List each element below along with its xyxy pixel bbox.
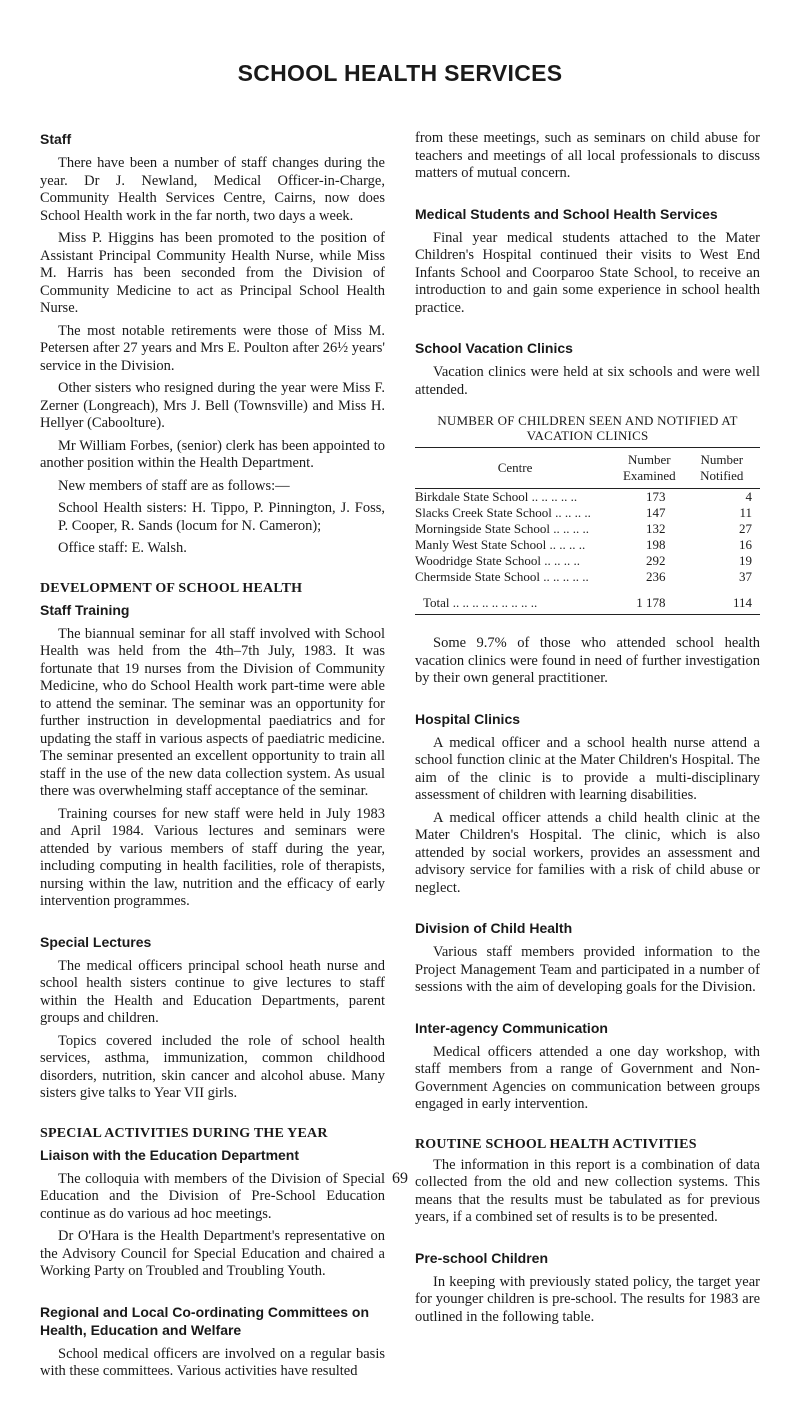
table-total-row — [415, 585, 760, 615]
right-column — [415, 130, 760, 1348]
heading-development: DEVELOPMENT OF SCHOOL HEALTH — [40, 580, 303, 596]
section-staff — [40, 130, 385, 558]
notified-cell: 27 — [739, 521, 752, 536]
section-activities — [40, 1125, 385, 1281]
total-notified: 114 — [732, 595, 752, 610]
vacation-clinics-table — [415, 447, 760, 615]
section-hospital-clinics — [415, 710, 760, 898]
paragraph: A medical officer and a school health nurse attend a school function clinic at the Mater Children's Hospital. The aim of the clinic is to provide a multi-disciplinary assessment of children with learning disabilities. — [415, 734, 760, 803]
heading-staff-training: Staff Training — [40, 601, 130, 618]
total-examined: 1 178 — [636, 595, 666, 610]
page-title: SCHOOL HEALTH SERVICES — [237, 60, 563, 86]
leader-dots: .. .. .. .. — [551, 505, 591, 520]
notified-cell: 16 — [739, 537, 752, 552]
leader-dots: .. .. .. .. .. — [528, 489, 578, 504]
table-row — [415, 521, 760, 537]
notified-cell: 4 — [745, 489, 752, 504]
examined-cell: 173 — [646, 489, 666, 504]
section-development — [40, 580, 385, 911]
school-name: Birkdale State School — [415, 489, 529, 504]
paragraph: There have been a number of staff changes during the year. Dr J. Newland, Medical Officer-in-Charge, Community Health Services Centre, Cairns, now does School Health work in the far north, two days a week. — [40, 155, 385, 224]
heading-medical-students: Medical Students and School Health Services — [415, 205, 718, 222]
paragraph: Miss P. Higgins has been promoted to the position of Assistant Principal Community Health Nurse, while Miss M. Harris has been seconded from the Division of Community Medicine to act as Principal School Health Nurse. — [40, 230, 385, 316]
examined-cell: 236 — [646, 569, 666, 584]
school-name: Slacks Creek State School — [415, 505, 552, 520]
paragraph: School Health sisters: H. Tippo, P. Pinnington, J. Foss, P. Cooper, R. Sands (locum for N. Cameron); — [58, 500, 385, 534]
table-row — [415, 553, 760, 569]
examined-cell: 132 — [646, 521, 666, 536]
col-notified-header: Number Notified — [700, 452, 744, 483]
heading-special-activities: SPECIAL ACTIVITIES DURING THE YEAR — [40, 1125, 328, 1141]
notified-cell: 19 — [739, 553, 752, 568]
section-vacation-clinics — [415, 339, 760, 688]
leader-dots: .. .. .. .. .. .. .. .. .. — [449, 595, 538, 610]
table-title: NUMBER OF CHILDREN SEEN AND NOTIFIED AT VACATION CLINICS — [437, 413, 738, 443]
paragraph: Vacation clinics were held at six schools and were well attended. — [415, 364, 760, 398]
school-name: Chermside State School — [415, 569, 540, 584]
paragraph: The biannual seminar for all staff involved with School Health was held from the 4th–7th July, 1983. It was fortunate that 19 nurses from the Division of Community Medicine, who do School Health work part-time were able to attend the seminar. The seminar was an opportunity for further instruction in developmental paediatrics and for updating the staff in various aspects of paediatric medicine. The seminar presented an excellent opportunity to train all staff in the use of the new data collection system. As usual there was overwhelming staff acceptance of the seminar. — [40, 625, 385, 799]
paragraph: The medical officers principal school heath nurse and school health sisters continue to give lectures to staff within the Health and Education Departments, parent groups and children. — [40, 957, 385, 1026]
paragraph: Dr O'Hara is the Health Department's representative on the Advisory Council for Special Education and chaired a Working Party on Troubled and Troubling Youth. — [40, 1228, 385, 1279]
heading-inter-agency: Inter-agency Communication — [415, 1019, 608, 1036]
notified-cell: 11 — [739, 505, 752, 520]
heading-routine: ROUTINE SCHOOL HEALTH ACTIVITIES — [415, 1136, 697, 1152]
col-centre-header: Centre — [497, 460, 533, 475]
leader-dots: .. .. .. .. — [541, 553, 581, 568]
examined-cell: 147 — [646, 505, 666, 520]
section-medical-students — [415, 205, 760, 318]
table-row — [415, 569, 760, 585]
leader-dots: .. .. .. .. — [546, 537, 586, 552]
table-header-row — [415, 448, 760, 489]
paragraph: Other sisters who resigned during the year were Miss F. Zerner (Longreach), Mrs J. Bell (Townsville) and Miss H. Hellyer (Caboolture). — [40, 380, 385, 431]
section-inter-agency — [415, 1019, 760, 1114]
section-division-child-health — [415, 919, 760, 997]
heading-staff: Staff — [40, 131, 72, 147]
paragraph: Office staff: E. Walsh. — [58, 540, 187, 556]
paragraph: from these meetings, such as seminars on child abuse for teachers and meetings of all local professionals to discuss matters of mutual concern. — [415, 130, 760, 181]
leader-dots: .. .. .. .. .. — [539, 569, 589, 584]
notified-cell: 37 — [739, 569, 752, 584]
heading-special-lectures: Special Lectures — [40, 933, 152, 950]
paragraph: Medical officers attended a one day workshop, with staff members from a range of Government and Non-Government Agencies on communication between groups engaged in early intervention. — [415, 1043, 760, 1112]
heading-division-child-health: Division of Child Health — [415, 920, 573, 936]
paragraph: New members of staff are as follows:— — [58, 477, 290, 494]
section-lectures — [40, 933, 385, 1103]
paragraph: Training courses for new staff were held in July 1983 and April 1984. Various lectures and seminars were attended by various members of staff during the year, including computing in health facilities, role of therapists, nursing within the law, nutrition and the efficacy of early intervention programmes. — [40, 805, 385, 909]
table-body — [415, 489, 760, 586]
heading-preschool: Pre-school Children — [415, 1249, 549, 1266]
table-row — [415, 489, 760, 506]
table-row — [415, 537, 760, 553]
table-row — [415, 505, 760, 521]
paragraph: A medical officer attends a child health clinic at the Mater Children's Hospital. The clinic, which is also attended by social workers, provides an assessment and advisory service for families with a risk of child abuse or neglect. — [415, 809, 760, 896]
heading-vacation-clinics: School Vacation Clinics — [415, 340, 573, 356]
paragraph: School medical officers are involved on a regular basis with these committees. Various activities have resulted — [40, 1345, 385, 1379]
section-continuation — [415, 130, 760, 183]
paragraph: Topics covered included the role of school health services, asthma, immunization, common childhood disorders, nutrition, skin cancer and alcohol abuse. Many sisters give talks to Year VII girls. — [40, 1032, 385, 1101]
paragraph: The information in this report is a combination of data collected from the old and new collection systems. This means that the results must be tabulated as for previous years, if a combined set of results is to be presented. — [415, 1156, 760, 1225]
page-number: 69 — [392, 1170, 408, 1187]
examined-cell: 292 — [646, 553, 666, 568]
heading-hospital-clinics: Hospital Clinics — [415, 710, 521, 727]
examined-cell: 198 — [646, 537, 666, 552]
paragraph: Mr William Forbes, (senior) clerk has been appointed to another position within the Health Department. — [40, 437, 385, 471]
paragraph: In keeping with previously stated policy, the target year for younger children is pre-school. The results for 1983 are outlined in the following table. — [415, 1273, 760, 1325]
section-committees — [40, 1303, 385, 1381]
paragraph: The colloquia with members of the Division of Special Education and the Division of Pre-School Education continue as do various ad hoc meetings. — [40, 1170, 385, 1222]
total-label: Total — [423, 595, 450, 610]
paragraph: Some 9.7% of those who attended school health vacation clinics were found in need of further investigation by their own general practitioner. — [415, 635, 760, 686]
left-column — [40, 130, 385, 1403]
heading-liaison: Liaison with the Education Department — [40, 1146, 300, 1163]
paragraph: Final year medical students attached to the Mater Children's Hospital continued their visits to West End Infants School and Coorparoo State School, to receive an introduction to and gain some experience in school health practice. — [415, 229, 760, 316]
paragraph: The most notable retirements were those of Miss M. Petersen after 27 years and Mrs E. Poulton after 26½ years' service in the Division. — [40, 322, 385, 374]
leader-dots: .. .. .. .. — [550, 521, 590, 536]
school-name: Woodridge State School — [415, 553, 542, 568]
paragraph: Various staff members provided information to the Project Management Team and participated in a number of sessions with the aim of developing goals for the Division. — [415, 944, 760, 995]
school-name: Manly West State School — [415, 537, 547, 552]
section-preschool — [415, 1249, 760, 1327]
col-examined-header: Number Examined — [622, 452, 676, 483]
school-name: Morningside State School — [415, 521, 551, 536]
heading-committees: Regional and Local Co-ordinating Committees on Health, Education and Welfare — [40, 1303, 370, 1338]
